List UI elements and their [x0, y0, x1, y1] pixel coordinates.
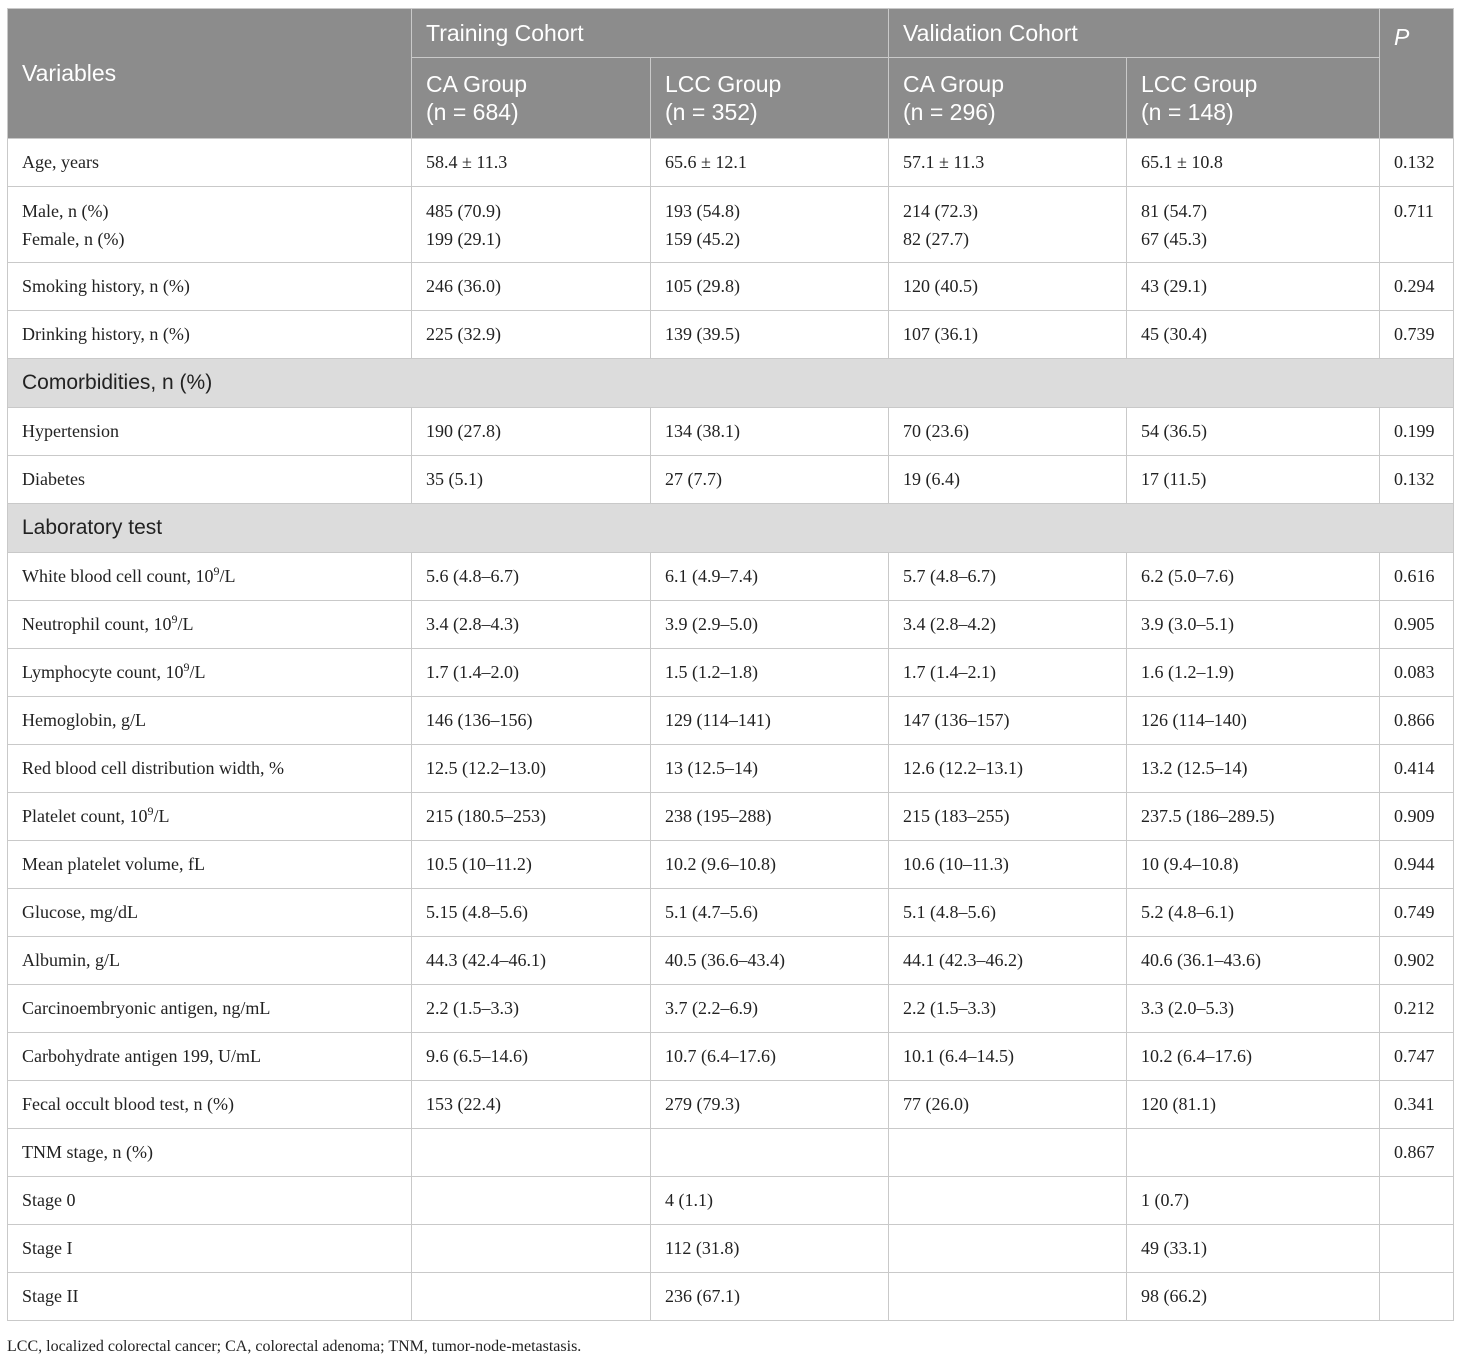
table-row: Diabetes 35 (5.1) 27 (7.7) 19 (6.4) 17 (11.5) 0.132: [8, 456, 1454, 504]
section-row-laboratory-test: Laboratory test: [8, 504, 1454, 553]
header-validation-ca: CA Group (n = 296): [889, 58, 1127, 139]
table-row: TNM stage, n (%) 0.867: [8, 1129, 1454, 1177]
header-training-lcc: LCC Group (n = 352): [651, 58, 889, 139]
table-row: Fecal occult blood test, n (%) 153 (22.4) 279 (79.3) 77 (26.0) 120 (81.1) 0.341: [8, 1081, 1454, 1129]
header-validation-lcc: LCC Group (n = 148): [1127, 58, 1380, 139]
table-row: Hemoglobin, g/L 146 (136–156) 129 (114–141) 147 (136–157) 126 (114–140) 0.866: [8, 697, 1454, 745]
header-p-value: P: [1380, 9, 1454, 139]
table-row: Red blood cell distribution width, % 12.5 (12.2–13.0) 13 (12.5–14) 12.6 (12.2–13.1) 13.2 (12.5–14) 0.414: [8, 745, 1454, 793]
section-row-comorbidities: Comorbidities, n (%): [8, 359, 1454, 408]
table-row: Carcinoembryonic antigen, ng/mL 2.2 (1.5–3.3) 3.7 (2.2–6.9) 2.2 (1.5–3.3) 3.3 (2.0–5.3) 0.212: [8, 985, 1454, 1033]
table-row: Stage II 236 (67.1) 98 (66.2): [8, 1273, 1454, 1321]
table-footnote: LCC, localized colorectal cancer; CA, colorectal adenoma; TNM, tumor-node-metastasis.: [7, 1338, 582, 1355]
table-row: Stage 0 4 (1.1) 1 (0.7): [8, 1177, 1454, 1225]
table-row: Age, years 58.4 ± 11.3 65.6 ± 12.1 57.1 ± 11.3 65.1 ± 10.8 0.132: [8, 139, 1454, 187]
table-row: Smoking history, n (%) 246 (36.0) 105 (29.8) 120 (40.5) 43 (29.1) 0.294: [8, 263, 1454, 311]
table-row: Lymphocyte count, $10^9/L$ 1.7 (1.4–2.0) 1.5 (1.2–1.8) 1.7 (1.4–2.1) 1.6 (1.2–1.9) 0.083: [8, 649, 1454, 697]
header-validation-cohort: Validation Cohort: [889, 9, 1380, 58]
baseline-characteristics-table: [7, 8, 1454, 1321]
table-row: Male, n (%) Female, n (%) 485 (70.9) 199 (29.1) 193 (54.8) 159 (45.2) 214 (72.3) 82 (27.7) 81 (54.7) 67 (45.3) 0.711: [8, 187, 1454, 263]
table-row: Hypertension 190 (27.8) 134 (38.1) 70 (23.6) 54 (36.5) 0.199: [8, 408, 1454, 456]
table-row: White blood cell count, $10^9/L$ 5.6 (4.8–6.7) 6.1 (4.9–7.4) 5.7 (4.8–6.7) 6.2 (5.0–7.6) 0.616: [8, 553, 1454, 601]
table-row: Glucose, mg/dL 5.15 (4.8–5.6) 5.1 (4.7–5.6) 5.1 (4.8–5.6) 5.2 (4.8–6.1) 0.749: [8, 889, 1454, 937]
header-training-cohort: Training Cohort: [412, 9, 889, 58]
table-row: Neutrophil count, $10^9/L$ 3.4 (2.8–4.3) 3.9 (2.9–5.0) 3.4 (2.8–4.2) 3.9 (3.0–5.1) 0.905: [8, 601, 1454, 649]
table-row: Drinking history, n (%) 225 (32.9) 139 (39.5) 107 (36.1) 45 (30.4) 0.739: [8, 311, 1454, 359]
table-row: Platelet count, $10^9/L$ 215 (180.5–253) 238 (195–288) 215 (183–255) 237.5 (186–289.5) 0.909: [8, 793, 1454, 841]
header-variables: Variables: [8, 9, 412, 139]
table-row: Carbohydrate antigen 199, U/mL 9.6 (6.5–14.6) 10.7 (6.4–17.6) 10.1 (6.4–14.5) 10.2 (6.4–17.6) 0.747: [8, 1033, 1454, 1081]
table-row: Stage I 112 (31.8) 49 (33.1): [8, 1225, 1454, 1273]
header-training-ca: CA Group (n = 684): [412, 58, 651, 139]
table-row: Mean platelet volume, fL 10.5 (10–11.2) 10.2 (9.6–10.8) 10.6 (10–11.3) 10 (9.4–10.8) 0.944: [8, 841, 1454, 889]
table-row: Albumin, g/L 44.3 (42.4–46.1) 40.5 (36.6–43.4) 44.1 (42.3–46.2) 40.6 (36.1–43.6) 0.902: [8, 937, 1454, 985]
